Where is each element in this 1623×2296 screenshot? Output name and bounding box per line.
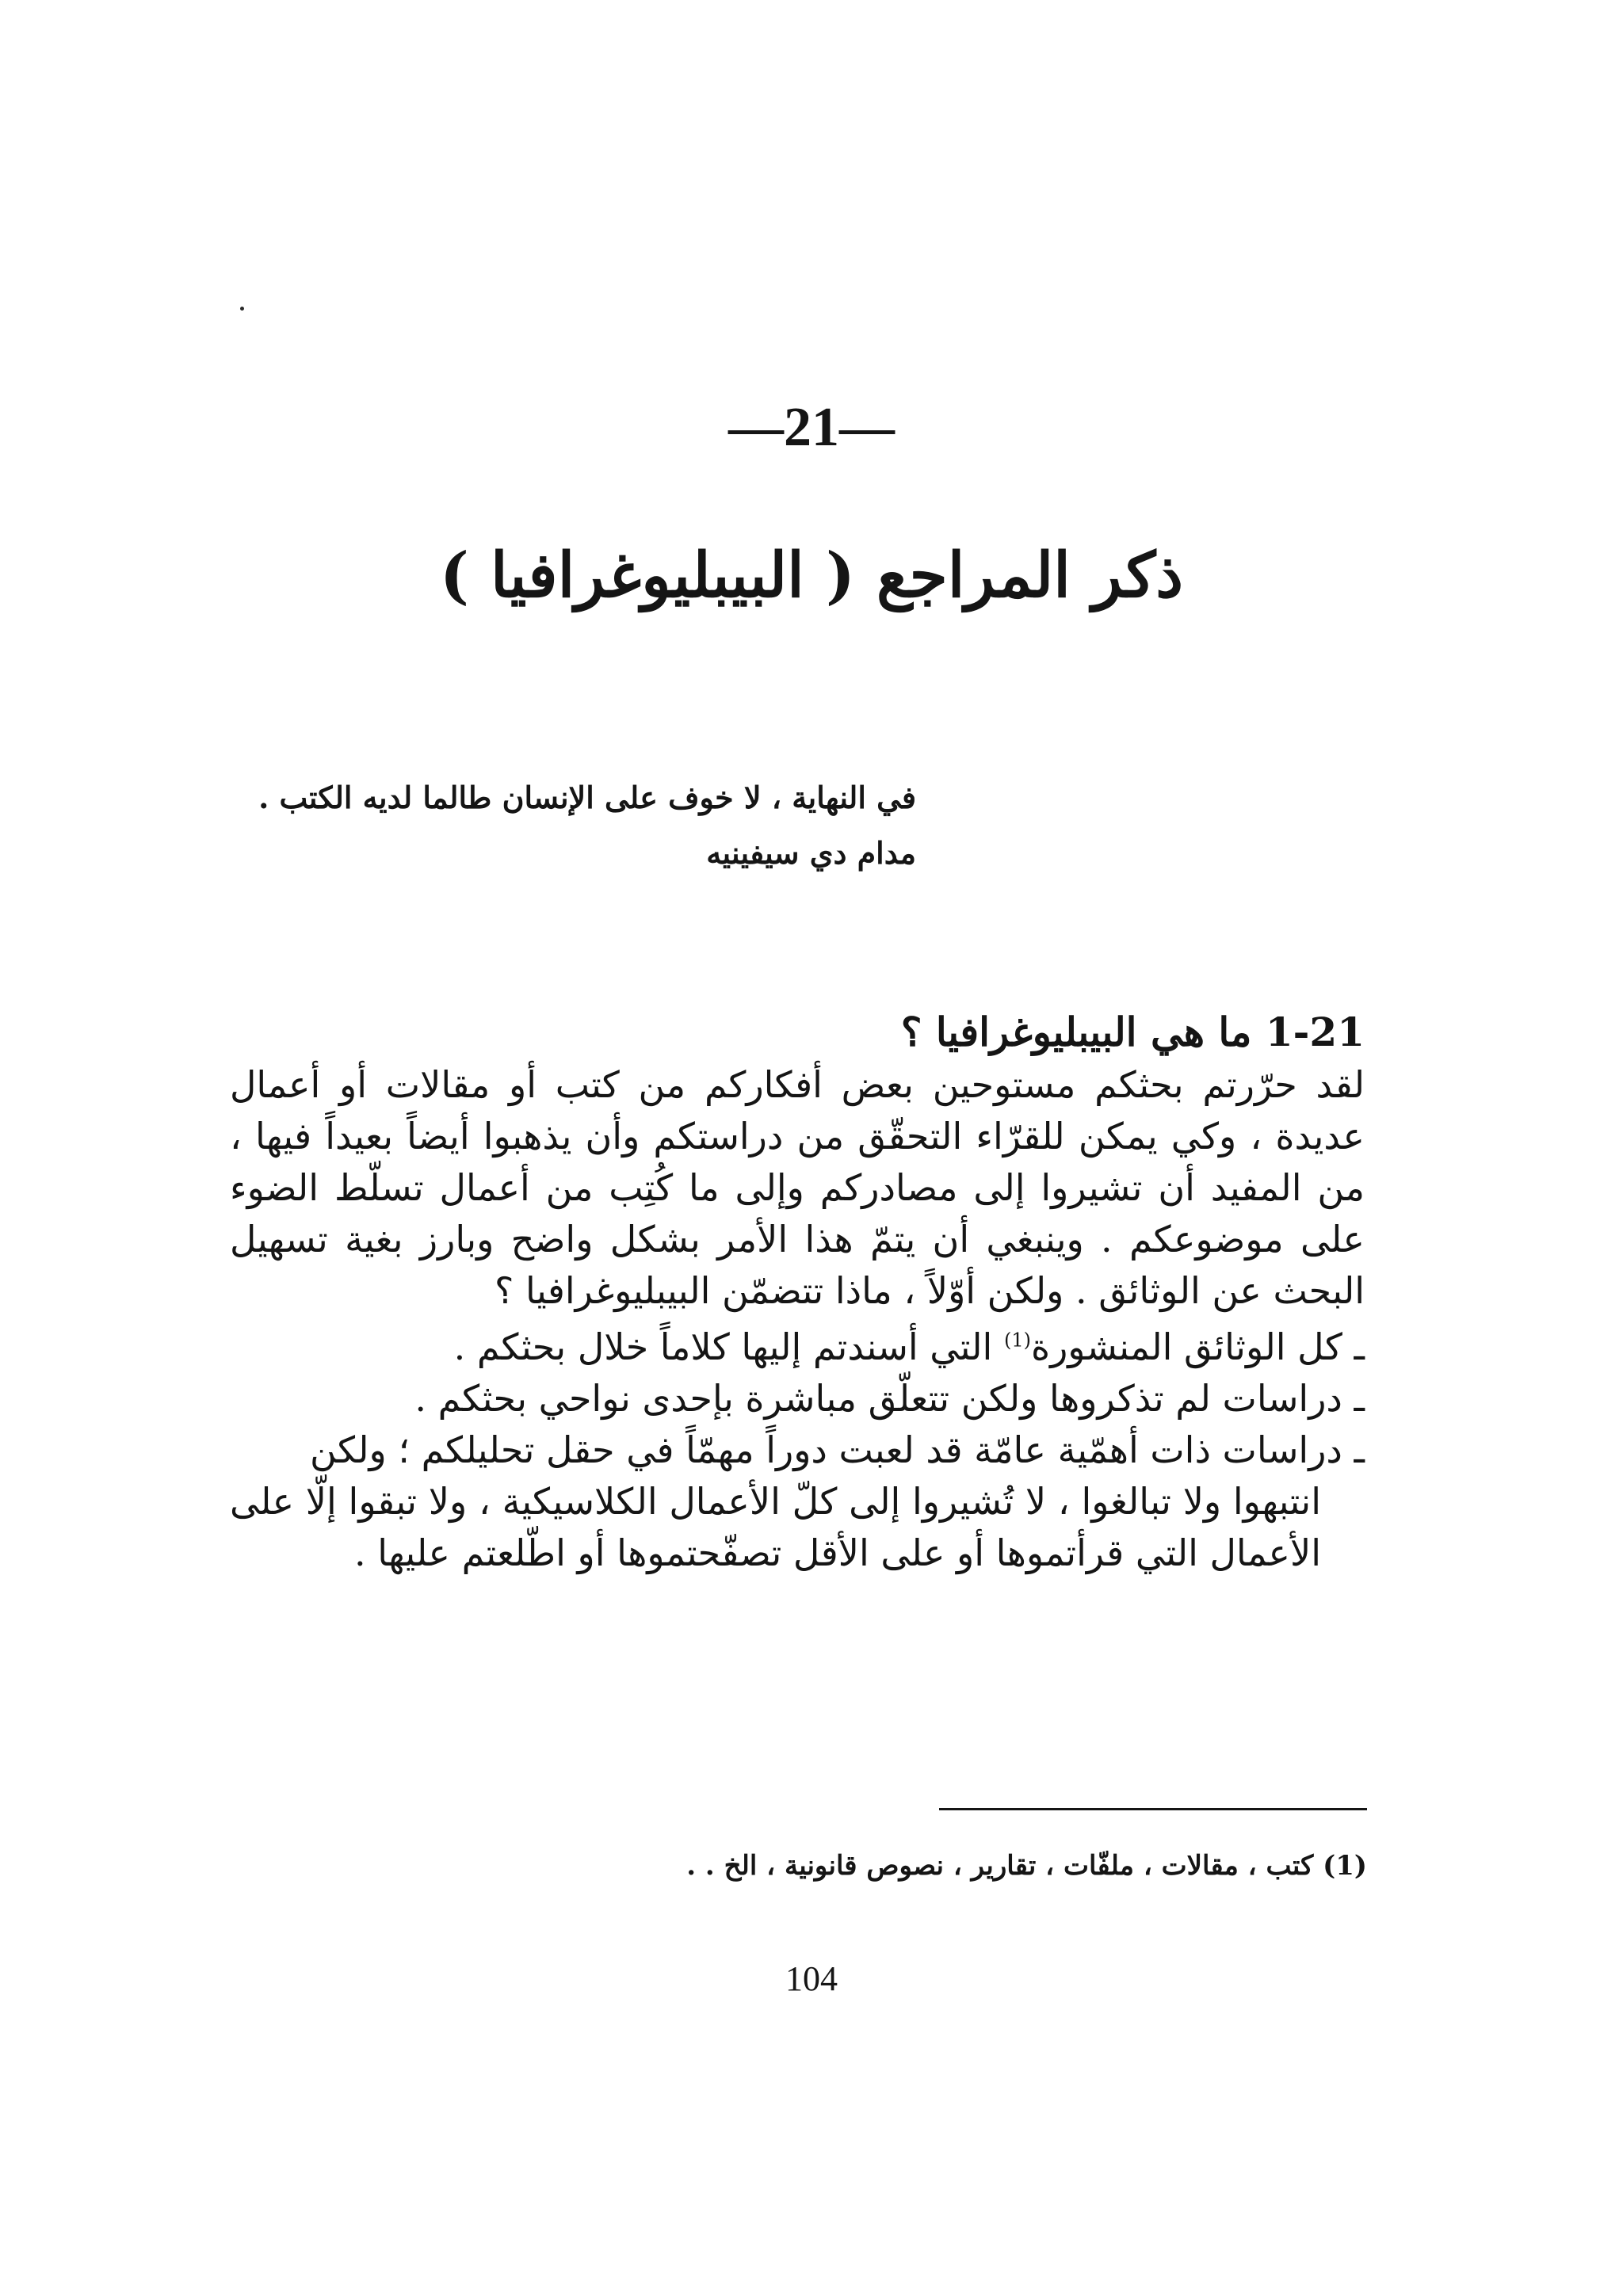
- epigraph-author: مدام دي سيفينيه: [706, 835, 916, 871]
- chapter-title: ذكر المراجع ( البيبليوغرافيا ): [439, 540, 1184, 612]
- scan-speck: [240, 307, 244, 311]
- list-item: [230, 1322, 1365, 1373]
- bibliography-contents-list: [230, 1322, 1365, 1579]
- list-item-text: ـ دراسات ذات أهمّية عامّة قد لعبت دوراً مهمّاً في حقل تحليلكم ؛ ولكن: [310, 1428, 1365, 1471]
- chapter-number: —21—: [728, 397, 895, 458]
- page-number: 104: [785, 1959, 838, 1998]
- list-item-text: التي أسندتم إليها كلاماً خلال بحثكم .: [453, 1325, 1004, 1368]
- section-number: 1-21: [1265, 1009, 1365, 1055]
- epigraph: [258, 772, 916, 871]
- list-item-text: انتبهوا ولا تبالغوا ، لا تُشيروا إلى كلّ الأعمال الكلاسيكية ، ولا تبقوا إلّا على الأعمال التي قرأتموها أو على الأقل تصفّحتموها أو اطّلعتم عليها .: [230, 1480, 1321, 1574]
- list-item: [230, 1373, 1365, 1425]
- list-item-continuation: [230, 1476, 1365, 1579]
- footnote-reference[interactable]: (1): [1003, 1329, 1031, 1352]
- list-item-text: ـ كل الوثائق المنشورة: [1030, 1325, 1365, 1368]
- section-body: [230, 1006, 1365, 1579]
- section-paragraph: لقد حرّرتم بحثكم مستوحين بعض أفكاركم من كتب أو مقالات أو أعمال عديدة ، وكي يمكن للقرّاء التحقّق من دراستكم وأن يذهبوا أيضاً بعيداً فيها ، من المفيد أن تشيروا إلى مصادركم وإلى ما كُتِب من أعمال تسلّط الضوء على موضوعكم . وينبغي أن يتمّ هذا الأمر بشكل واضح وبارز بغية تسهيل البحث عن الوثائق . ولكن أوّلاً ، ماذا تتضمّن البيبليوغرافيا ؟: [230, 1063, 1365, 1312]
- list-item-text: ـ دراسات لم تذكروها ولكن تتعلّق مباشرة بإحدى نواحي بحثكم .: [414, 1377, 1365, 1420]
- footnote-divider: [939, 1808, 1367, 1810]
- footnote: (1) كتب ، مقالات ، ملفّات ، تقارير ، نصوص قانونية ، الخ . .: [686, 1850, 1367, 1882]
- section-title: ما هي البيبليوغرافيا ؟: [900, 1009, 1252, 1055]
- epigraph-quote: في النهاية ، لا خوف على الإنسان طالما لديه الكتب .: [258, 780, 916, 815]
- section-heading: [230, 1006, 1365, 1058]
- list-item: [230, 1425, 1365, 1476]
